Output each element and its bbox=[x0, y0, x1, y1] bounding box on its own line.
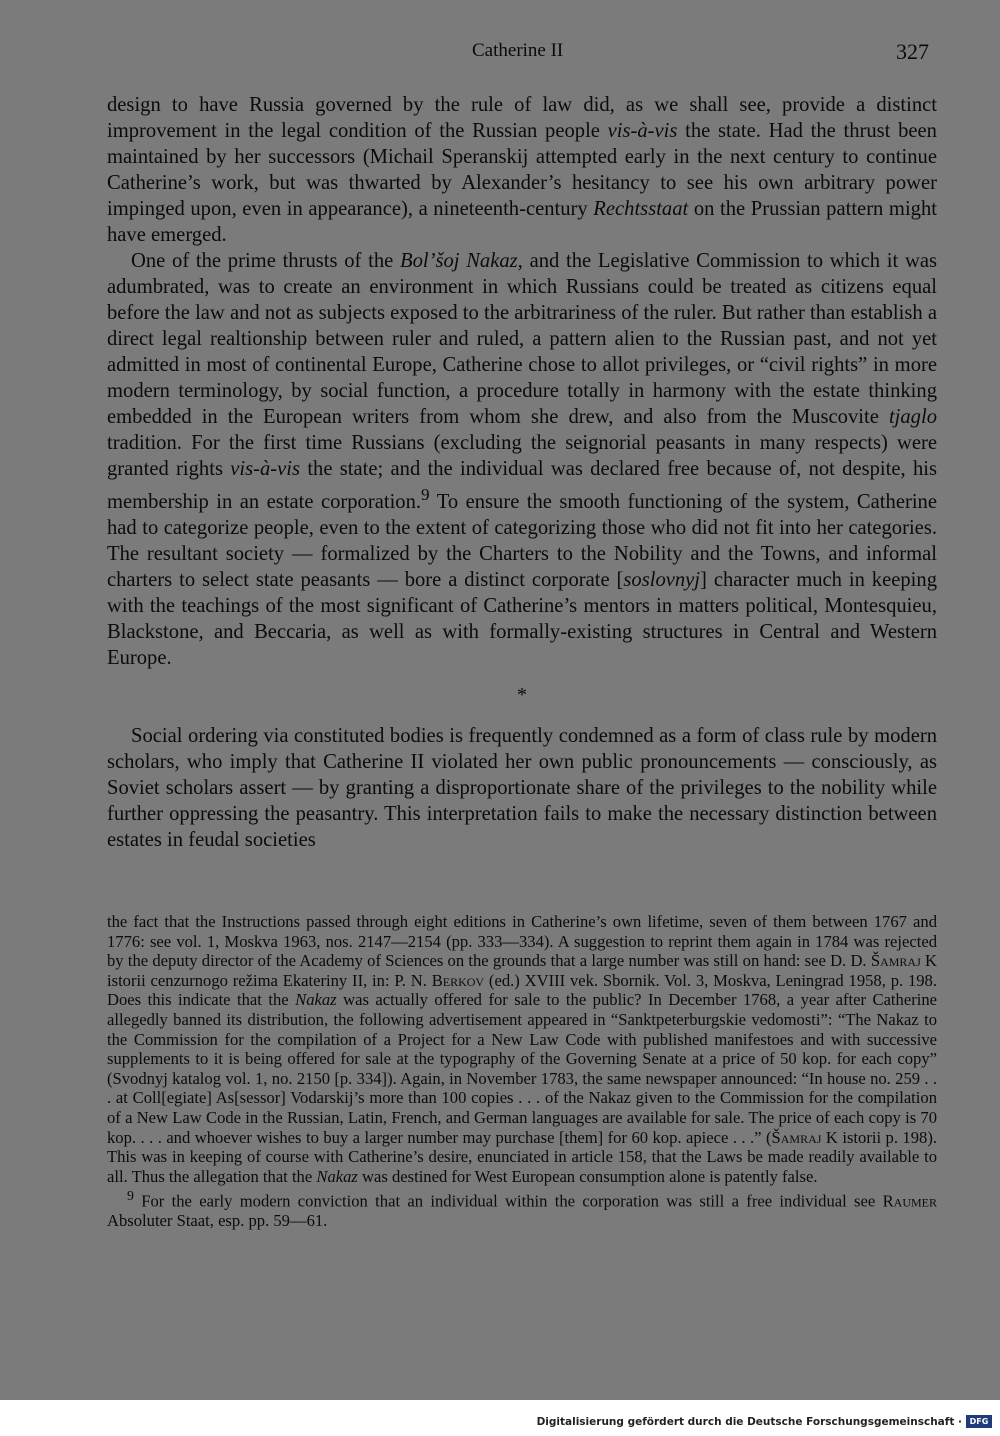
page-number: 327 bbox=[896, 39, 929, 64]
dfg-logo-icon: DFG bbox=[966, 1415, 992, 1428]
footnotes bbox=[107, 912, 937, 1231]
running-header-title: Catherine II bbox=[472, 40, 564, 61]
paragraph-2: One of the prime thrusts of the Bol’šoj Nakaz, and the Legislative Commission to which it was adumbrated, was to create an environment in which Russians could be treated as citizens equal before the law and not as subjects exposed to the arbitrariness of the ruler. But rather than establish a direct legal realtionship between ruler and ruled, a pattern alien to the Russian past, and not yet admitted in most of continental Europe, Catherine chose to allot privileges, or “civil rights” in more modern terminology, by social function, a procedure totally in harmony with the estate thinking embedded in the European writers from whom she drew, and also from the Muscovite tjaglo tradition. For the first time Russians (excluding the seignorial peasants in many respects) were granted rights vis-à-vis the state; and the individual was declared free because of, not despite, his membership in an estate corporation.$^9$ To ensure the smooth functioning of the system, Catherine had to categorize people, even to the extent of categorizing those who did not fit into her categories. The resultant society — formalized by the Charters to the Nobility and the Towns, and informal charters to select state peasants — bore a distinct corporate [soslovnyj] character much in keeping with the teachings of the most significant of Catherine’s mentors in matters political, Montesquieu, Blackstone, and Beccaria, as well as with formally-existing structures in Central and Western Europe. bbox=[107, 250, 937, 669]
footnote-9: $^9$ For the early modern conviction that an individual within the corporation was still a free individual see Raumer Absoluter Staat, esp. pp. 59—61. bbox=[107, 1188, 937, 1231]
paragraph-1: design to have Russia governed by the rule of law did, as we shall see, provide a distinct improvement in the legal condition of the Russian people vis-à-vis the state. Had the thrust been maintained by her successors (Michail Speranskij attempted early in the next century to continue Catherine’s work, but was thwarted by Alexander’s hesitancy to see his own arbitrary power impinged upon, even in appearance), a nineteenth-century Rechtsstaat on the Prussian pattern might have emerged. bbox=[107, 94, 937, 246]
digitization-footer bbox=[0, 1400, 1000, 1436]
footnote-continuation: the fact that the Instructions passed through eight editions in Catherine’s own lifetime, seven of them between 1767 and 1776: see vol. 1, Moskva 1963, nos. 2147—2154 (pp. 333—334). A suggestion to reprint them again in 1784 was rejected by the deputy director of the Academy of Sciences on the grounds that a large number was still on hand: see D. D. Šamraj K istorii cenzurnogo režima Ekateriny II, in: P. N. Berkov (ed.) XVIII vek. Sbornik. Vol. 3, Moskva, Leningrad 1958, p. 198. Does this indicate that the Nakaz was actually offered for sale to the public? In December 1768, a year after Catherine allegedly banned its distribution, the following advertisement appeared in “Sanktpeterburgskie vedomosti”: “The Nakaz to the Commission for the compilation of a Project for a New Law Code with published manifestoes and with successive supplements to it is being offered for sale at the typography of the Governing Senate at a price of 50 kop. for each copy” (Svodnyj katalog vol. 1, no. 2150 [p. 334]). Again, in November 1783, the same newspaper announced: “In house no. 259 . . . at Coll[egiate] As[sessor] Vodarskij’s more than 100 copies . . . of the Nakaz given to the Commission for the compilation of a New Law Code in the Russian, Latin, French, and German languages are available for sale. The price of each copy is 70 kop. . . . and whoever wishes to buy a larger number may purchase [them] for 60 kop. apiece . . .” (Šamraj K istorii p. 198). This was in keeping of course with Catherine’s desire, enunciated in article 158, that the Laws be made readily available to all. Thus the allegation that the Nakaz was destined for West European consumption alone is patently false. bbox=[107, 912, 938, 1186]
paragraph-3: Social ordering via constituted bodies is frequently condemned as a form of class rule by modern scholars, who imply that Catherine II violated her own public pronouncements — consciously, as Soviet scholars assert — by granting a disproportionate share of the privileges to the nobility while further oppressing the peasantry. This interpretation fails to make the necessary distinction between estates in feudal societies bbox=[107, 724, 937, 851]
main-text bbox=[107, 92, 937, 853]
digitization-credit: Digitalisierung gefördert durch die Deutsche Forschungsgemeinschaft · bbox=[536, 1416, 962, 1428]
section-separator: * bbox=[517, 683, 527, 706]
